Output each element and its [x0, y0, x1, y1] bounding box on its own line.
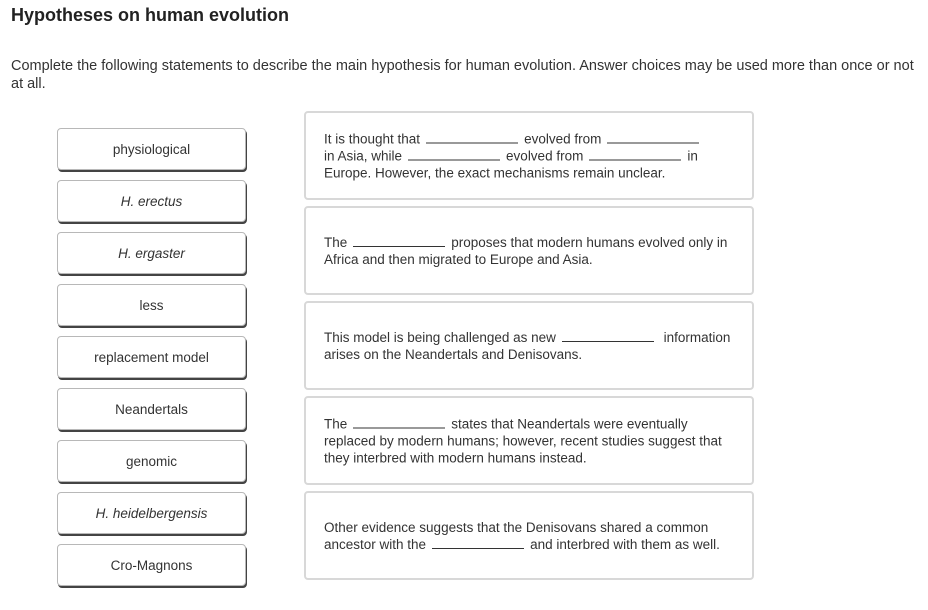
choice-tile[interactable] — [57, 128, 246, 170]
choice-label: Cro-Magnons — [110, 557, 193, 573]
statement-text — [324, 519, 738, 553]
statement-fragment: Europe. However, the exact mechanisms remain unclear. — [324, 165, 666, 180]
answer-blank[interactable] — [408, 148, 500, 160]
statement-fragment: The — [324, 416, 348, 431]
choice-label: replacement model — [94, 349, 209, 365]
page-title: Hypotheses on human evolution — [11, 5, 290, 25]
statement-text — [324, 415, 738, 466]
choice-label: Neandertals — [115, 401, 188, 417]
statement-fragment: Other evidence suggests that the Denisovans shared a common ancestor with the — [324, 519, 709, 552]
statement-text — [324, 130, 738, 181]
answer-blank[interactable] — [607, 131, 699, 143]
statement-fragment: in — [687, 148, 698, 163]
statement-fragment: proposes that modern humans evolved only in Africa and then migrated to Europe and Asia. — [324, 234, 728, 267]
choice-label: less — [139, 297, 164, 313]
statements — [304, 111, 754, 586]
statement-box — [304, 491, 754, 580]
answer-blank[interactable] — [562, 330, 654, 342]
choice-tile[interactable] — [57, 180, 246, 222]
statement-fragment: and interbred with them as well. — [530, 536, 720, 552]
choice-tile[interactable] — [57, 284, 246, 326]
statement-fragment: evolved from — [506, 148, 584, 163]
choice-label: H. ergaster — [118, 245, 185, 261]
statement-fragment: This model is being challenged as new — [324, 329, 556, 345]
answer-blank[interactable] — [353, 235, 445, 247]
choice-tile[interactable] — [57, 336, 246, 378]
choice-tile[interactable] — [57, 388, 246, 430]
statement-fragment: It is thought that — [324, 131, 421, 146]
choice-tile[interactable] — [57, 440, 246, 482]
statement-text — [324, 234, 738, 268]
answer-blank[interactable] — [432, 537, 524, 549]
answer-blank[interactable] — [589, 148, 681, 160]
choice-label: genomic — [125, 453, 178, 469]
statement-box — [304, 301, 754, 390]
choice-tile[interactable] — [57, 232, 246, 274]
choice-label: physiological — [112, 141, 191, 157]
answer-blank[interactable] — [353, 416, 445, 428]
choice-tile[interactable] — [57, 544, 246, 586]
answer-blank[interactable] — [426, 131, 518, 143]
choice-label: H. erectus — [120, 193, 183, 209]
choice-tile[interactable] — [57, 492, 246, 534]
answer-choices — [57, 128, 246, 596]
statement-fragment: evolved from — [524, 131, 602, 146]
statement-box — [304, 396, 754, 485]
choice-label: H. heidelbergensis — [95, 505, 208, 521]
statement-fragment: information arises on the Neandertals and Denisovans. — [324, 329, 731, 362]
statement-box — [304, 206, 754, 295]
statement-fragment: states that Neandertals were eventually replaced by modern humans; however, recent studies suggest that they interbred with modern humans instead. — [324, 416, 722, 465]
statement-fragment: in Asia, while — [324, 148, 403, 163]
instructions: Complete the following statements to describe the main hypothesis for human evolution. Answer choices may be used more than once or not at all. — [11, 58, 914, 92]
statement-fragment: The — [324, 234, 348, 250]
statement-box — [304, 111, 754, 200]
statement-text — [324, 329, 738, 363]
